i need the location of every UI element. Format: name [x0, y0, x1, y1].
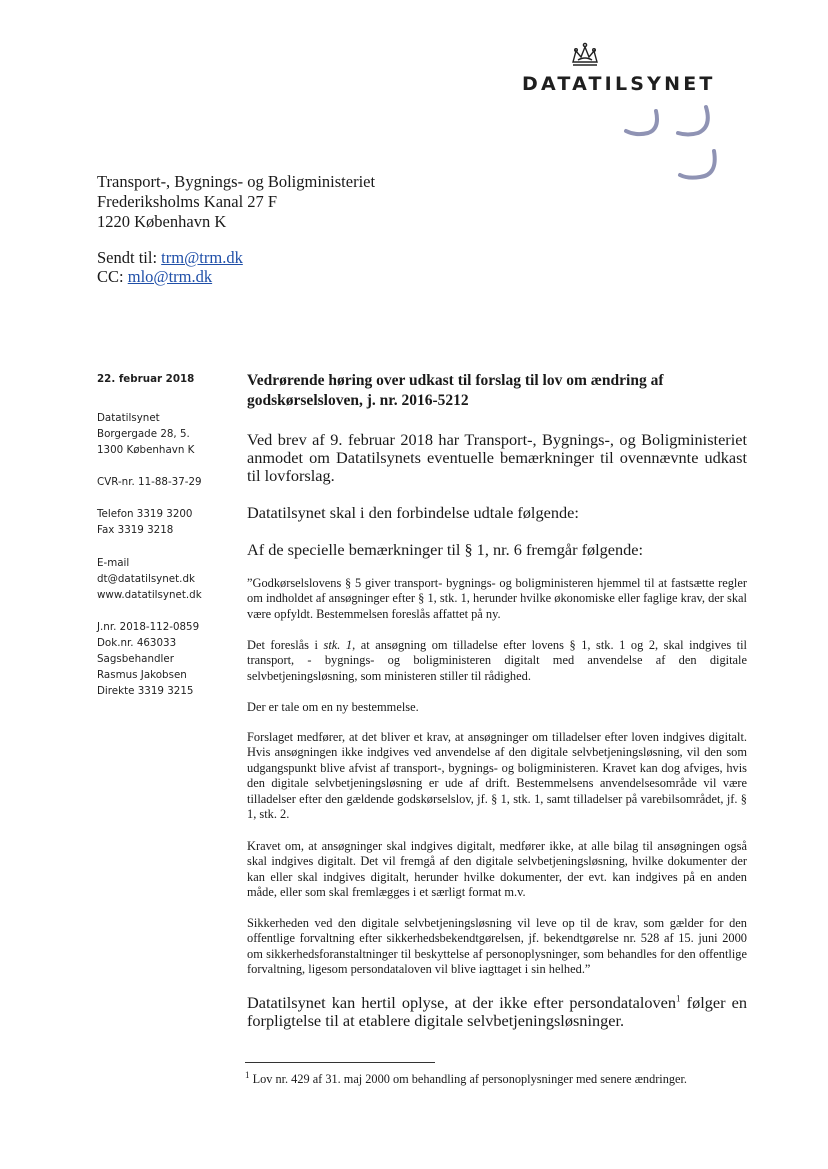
conclusion-text-start: Datatilsynet kan hertil oplyse, at der ikke efter persondataloven	[247, 993, 677, 1012]
letter-date: 22. februar 2018	[97, 373, 195, 385]
sender-email[interactable]: dt@datatilsynet.dk	[97, 573, 195, 585]
cvr-number: CVR-nr. 11-88-37-29	[97, 476, 202, 488]
quote-2-text-end: , at ansøgning om tilladelse efter lovens § 1, stk. 1 og 2, skal indgives til transport, - bygnings- og boligministeren digitalt med anvendelse af den digitale selvbetjeningsløsning, som ministeren stiller til rådighed.	[247, 638, 748, 683]
conclusion-text-end: følger en forpligtelse til at etablere digitale selvbetjeningsløsninger.	[247, 993, 747, 1030]
footnote-divider	[245, 1062, 435, 1063]
sender-city: 1300 København K	[97, 444, 195, 456]
email-label: E-mail	[97, 557, 130, 569]
footnote-reference: 1	[676, 993, 681, 1004]
paragraph-statement: Datatilsynet skal i den forbindelse udtale følgende:	[247, 503, 579, 522]
quote-2-emphasis: stk. 1	[323, 638, 353, 652]
sent-to-label: Sendt til:	[97, 248, 158, 267]
footnote	[245, 1069, 687, 1087]
sent-to-line	[97, 248, 243, 268]
quote-paragraph-3: Der er tale om en ny bestemmelse.	[247, 700, 419, 714]
recipient-street: Frederiksholms Kanal 27 F	[97, 192, 278, 211]
document-number: Dok.nr. 463033	[97, 637, 177, 649]
crown-logo-icon	[568, 42, 602, 70]
quote-paragraph-5: Kravet om, at ansøgninger skal indgives digitalt, medfører ikke, at alle bilag til ansøgningen også skal indgives digitalt. Det vil fremgå af den digitale selvbetjeningsløsning, hvilke dokumenter der kan eller skal indgives digitalt, herunder hvilke dokumenter, der evt. kan indgives på en anden måde, eller som skal fremlægges i et særligt format m.v.	[247, 839, 747, 900]
quote-paragraph-4: Forslaget medfører, at det bliver et krav, at ansøgninger om tilladelser efter loven indgives digitalt. Hvis ansøgningen ikke indgives ved anvendelse af den digitale selvbetjeningsløsning, vil den som udgangspunkt blive afvist af transport-, bygnings- og boligministeren. Kravet kan dog afviges, hvis den digitale selvbetjeningsløsning er ude af drift. Bestemmelsens anvendelsesområde vil være tilladelser efter den gældende godskørselslov, jf. § 1, stk. 1, samt tilladelser på varebilsområdet, jf. § 1, stk. 2.	[247, 730, 747, 822]
quote-2-text-start: Det foreslås i	[247, 638, 324, 652]
paragraph-intro: Ved brev af 9. februar 2018 har Transport-, Bygnings-, og Boligministeriet anmodet om Datatilsynets eventuelle bemærkninger til ovennævnte udkast til lovforslag.	[247, 430, 747, 485]
footnote-marker: 1	[245, 1069, 250, 1080]
sender-street: Borgergade 28, 5.	[97, 428, 190, 440]
cc-line	[97, 267, 212, 287]
fax-number: Fax 3319 3218	[97, 524, 174, 536]
cc-email-link[interactable]: mlo@trm.dk	[127, 267, 213, 286]
journal-number: J.nr. 2018-112-0859	[97, 621, 200, 633]
footnote-text: Lov nr. 429 af 31. maj 2000 om behandling af personoplysninger med senere ændringer.	[249, 1072, 687, 1086]
logo-wordmark: DATATILSYNET	[522, 73, 716, 95]
sent-to-email-link[interactable]: trm@trm.dk	[161, 248, 243, 267]
quote-paragraph-2	[247, 638, 747, 684]
cc-label: CC:	[97, 267, 124, 286]
case-handler-label: Sagsbehandler	[97, 653, 174, 665]
quote-paragraph-6: Sikkerheden ved den digitale selvbetjeningsløsning vil leve op til de krav, som gælder for den offentlige forvaltning efter sikkerhedsbekendtgørelsen, jf. bekendtgørelse nr. 528 af 15. juni 2000 om sikkerhedsforanstaltninger til beskyttelse af personoplysninger, som behandles for den offentlige forvaltning, ligesom persondataloven vil blive iagttaget i sin helhed.”	[247, 916, 747, 977]
sender-website[interactable]: www.datatilsynet.dk	[97, 589, 202, 601]
case-handler-name: Rasmus Jakobsen	[97, 669, 187, 681]
handwritten-stamp-mark	[618, 103, 728, 183]
sender-name: Datatilsynet	[97, 412, 160, 424]
paragraph-conclusion	[247, 994, 747, 1030]
phone-number: Telefon 3319 3200	[97, 508, 193, 520]
letter-subject: Vedrørende høring over udkast til forslag til lov om ændring af godskørselsloven, j. nr. 2016-5212	[247, 372, 664, 409]
paragraph-remarks: Af de specielle bemærkninger til § 1, nr. 6 fremgår følgende:	[247, 540, 644, 559]
recipient-city: 1220 København K	[97, 212, 227, 231]
direct-phone: Direkte 3319 3215	[97, 685, 194, 697]
recipient-name: Transport-, Bygnings- og Boligministeriet	[97, 172, 376, 191]
quote-paragraph-1: ”Godkørselslovens § 5 giver transport- bygnings- og boligministeren hjemmel til at fastsætte regler om indholdet af ansøgninger efter § 1, stk. 1, herunder hvilke økonomiske eller faglige krav, der skal være opfyldt. Bestemmelsen foreslås affattet på ny.	[247, 576, 747, 621]
